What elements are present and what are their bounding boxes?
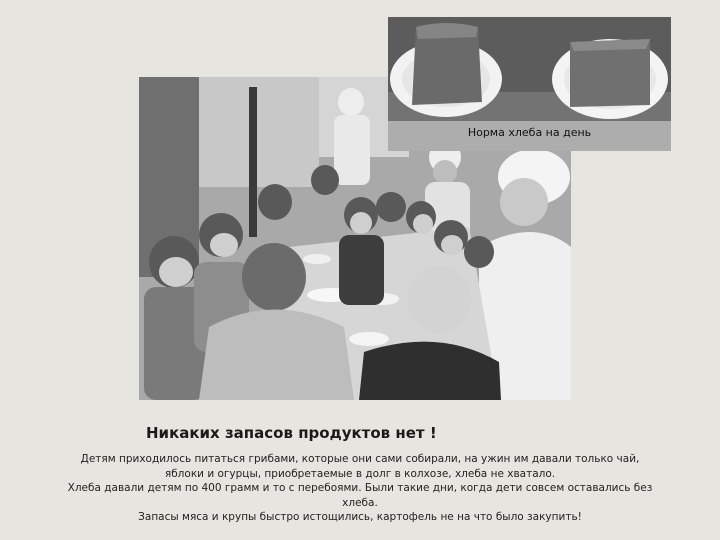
bread-norm-caption: Норма хлеба на день	[467, 126, 592, 139]
page-heading: Никаких запасов продуктов нет !	[146, 424, 437, 442]
paragraph-bread-ration: Хлеба давали детям по 400 грамм и то с перебоями. Были такие дни, когда дети совсем оставались без хлеба.	[67, 482, 653, 509]
body-text	[60, 452, 660, 525]
paragraph-supplies: Запасы мяса и крупы быстро истощились, картофель не на что было закупить!	[138, 511, 582, 523]
bread-norm-photo	[388, 17, 671, 151]
paragraph-diet: Детям приходилось питаться грибами, которые они сами собирали, на ужин им давали только чай, яблоки и огурцы, приобретаемые в долг в колхозе, хлеба не хватало.	[80, 453, 640, 480]
